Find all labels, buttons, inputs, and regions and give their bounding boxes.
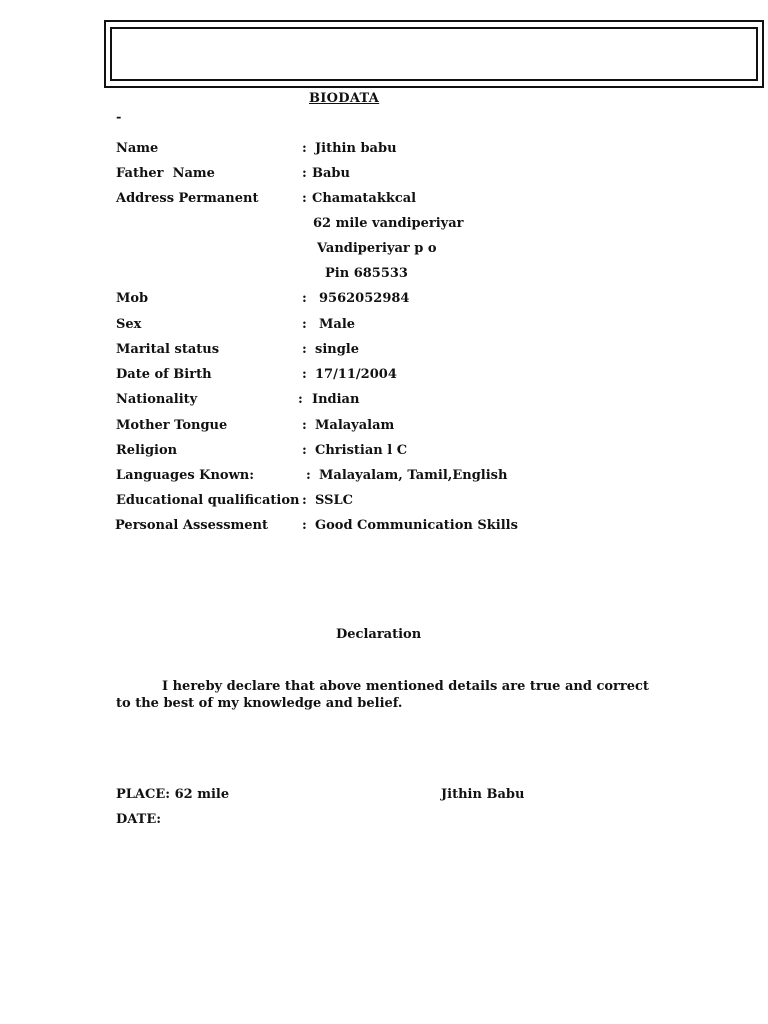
field-colon: : — [302, 191, 307, 206]
field-value-name: Jithin babu — [315, 141, 397, 156]
field-colon: : — [302, 493, 307, 508]
field-label-sex: Sex — [116, 317, 142, 332]
field-value-date-of-birth: 17/11/2004 — [315, 367, 397, 382]
field-colon: : — [298, 392, 303, 407]
field-colon: : — [302, 342, 307, 357]
field-value-mother-tongue: Malayalam — [315, 418, 395, 433]
field-colon: : — [302, 443, 307, 458]
field-value-nationality: Indian — [312, 392, 360, 407]
field-colon: : — [302, 291, 307, 306]
field-value-marital-status: single — [315, 342, 360, 357]
field-label-date-of-birth: Date of Birth — [116, 367, 212, 382]
header-box — [104, 20, 764, 88]
field-colon: : — [302, 317, 307, 332]
field-value-address-line-2: 62 mile vandiperiyar — [313, 216, 464, 231]
field-colon: : — [302, 367, 307, 382]
field-label-address: Address Permanent — [116, 191, 259, 206]
field-value-father-name: Babu — [312, 166, 350, 181]
date-line: DATE: — [116, 812, 162, 827]
field-colon: : — [302, 518, 307, 533]
field-label-educational-qualification: Educational qualification — [116, 493, 300, 508]
field-value-religion: Christian l C — [315, 443, 408, 458]
field-label-mother-tongue: Mother Tongue — [116, 418, 228, 433]
field-label-personal-assessment: Personal Assessment — [115, 518, 268, 533]
field-colon: : — [306, 468, 311, 483]
declaration-text: I hereby declare that above mentioned details are true and correct to the best of my knowledge and belief. — [116, 679, 649, 711]
field-colon: : — [302, 418, 307, 433]
field-label-name: Name — [116, 141, 159, 156]
declaration-title: Declaration — [336, 627, 422, 642]
field-value-address-line-1: Chamatakkcal — [312, 191, 417, 206]
field-value-educational-qualification: SSLC — [315, 493, 353, 508]
field-label-nationality: Nationality — [116, 392, 198, 407]
document-title: BIODATA — [309, 91, 380, 106]
field-label-mob: Mob — [116, 291, 149, 306]
field-value-personal-assessment: Good Communication Skills — [315, 518, 518, 533]
field-label-father-name: Father Name — [116, 166, 215, 181]
field-label-religion: Religion — [116, 443, 178, 458]
field-value-mob: 9562052984 — [319, 291, 410, 306]
field-value-address-line-4: Pin 685533 — [325, 266, 408, 281]
field-value-sex: Male — [319, 317, 356, 332]
field-value-address-line-3: Vandiperiyar p o — [317, 241, 437, 256]
field-colon: : — [302, 166, 307, 181]
header-box-inner-border — [110, 27, 758, 81]
field-label-languages-known: Languages Known: — [116, 468, 255, 483]
field-value-languages-known: Malayalam, Tamil,English — [319, 468, 508, 483]
field-colon: : — [302, 141, 307, 156]
signature-name: Jithin Babu — [441, 787, 525, 802]
title-dash: - — [116, 110, 122, 125]
field-label-marital-status: Marital status — [116, 342, 220, 357]
place-line: PLACE: 62 mile — [116, 787, 230, 802]
